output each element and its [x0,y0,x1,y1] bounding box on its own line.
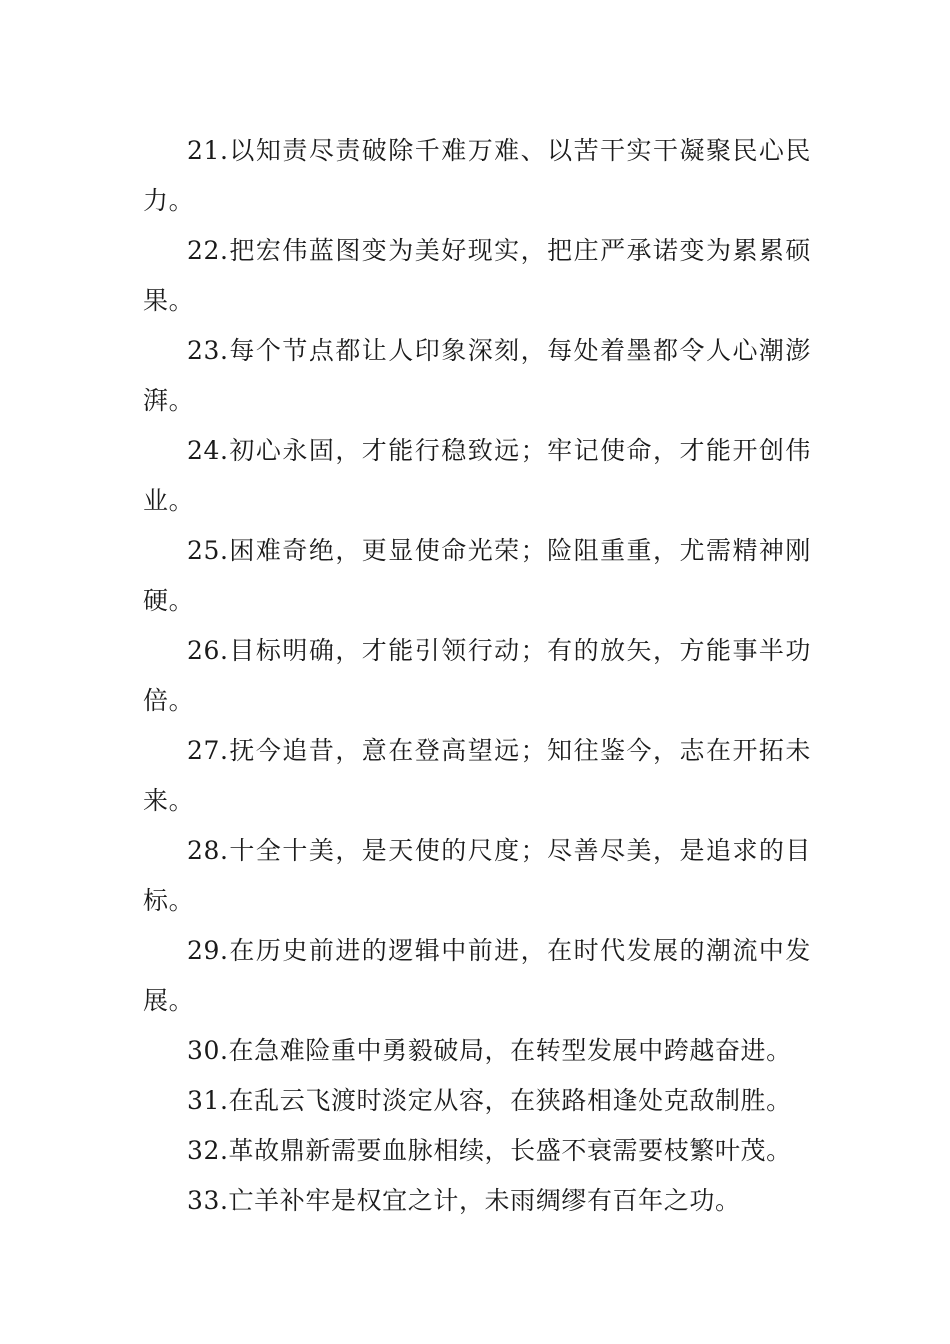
paragraph-26: 26.目标明确，才能引领行动；有的放矢，方能事半功倍。 [143,636,811,715]
paragraph-24: 24.初心永固，才能行稳致远；牢记使命，才能开创伟业。 [143,436,811,515]
paragraph-32: 32.革故鼎新需要血脉相续，长盛不衰需要枝繁叶茂。 [187,1136,792,1165]
paragraph-21: 21.以知责尽责破除千难万难、以苦干实干凝聚民心民力。 [143,136,811,215]
paragraph-29: 29.在历史前进的逻辑中前进，在时代发展的潮流中发展。 [143,936,811,1015]
paragraph-27: 27.抚今追昔，意在登高望远；知往鉴今，志在开拓未来。 [143,736,811,815]
paragraph-30: 30.在急难险重中勇毅破局，在转型发展中跨越奋进。 [187,1036,792,1065]
paragraph-28: 28.十全十美，是天使的尺度；尽善尽美，是追求的目标。 [143,836,811,915]
paragraph-33: 33.亡羊补牢是权宜之计，未雨绸缪有百年之功。 [187,1186,741,1215]
paragraph-25: 25.困难奇绝，更显使命光荣；险阻重重，尤需精神刚硬。 [143,536,811,615]
document-body [143,126,811,1226]
paragraph-31: 31.在乱云飞渡时淡定从容，在狭路相逢处克敌制胜。 [187,1086,792,1115]
paragraph-23: 23.每个节点都让人印象深刻，每处着墨都令人心潮澎湃。 [143,336,811,415]
paragraph-22: 22.把宏伟蓝图变为美好现实，把庄严承诺变为累累硕果。 [143,236,811,315]
